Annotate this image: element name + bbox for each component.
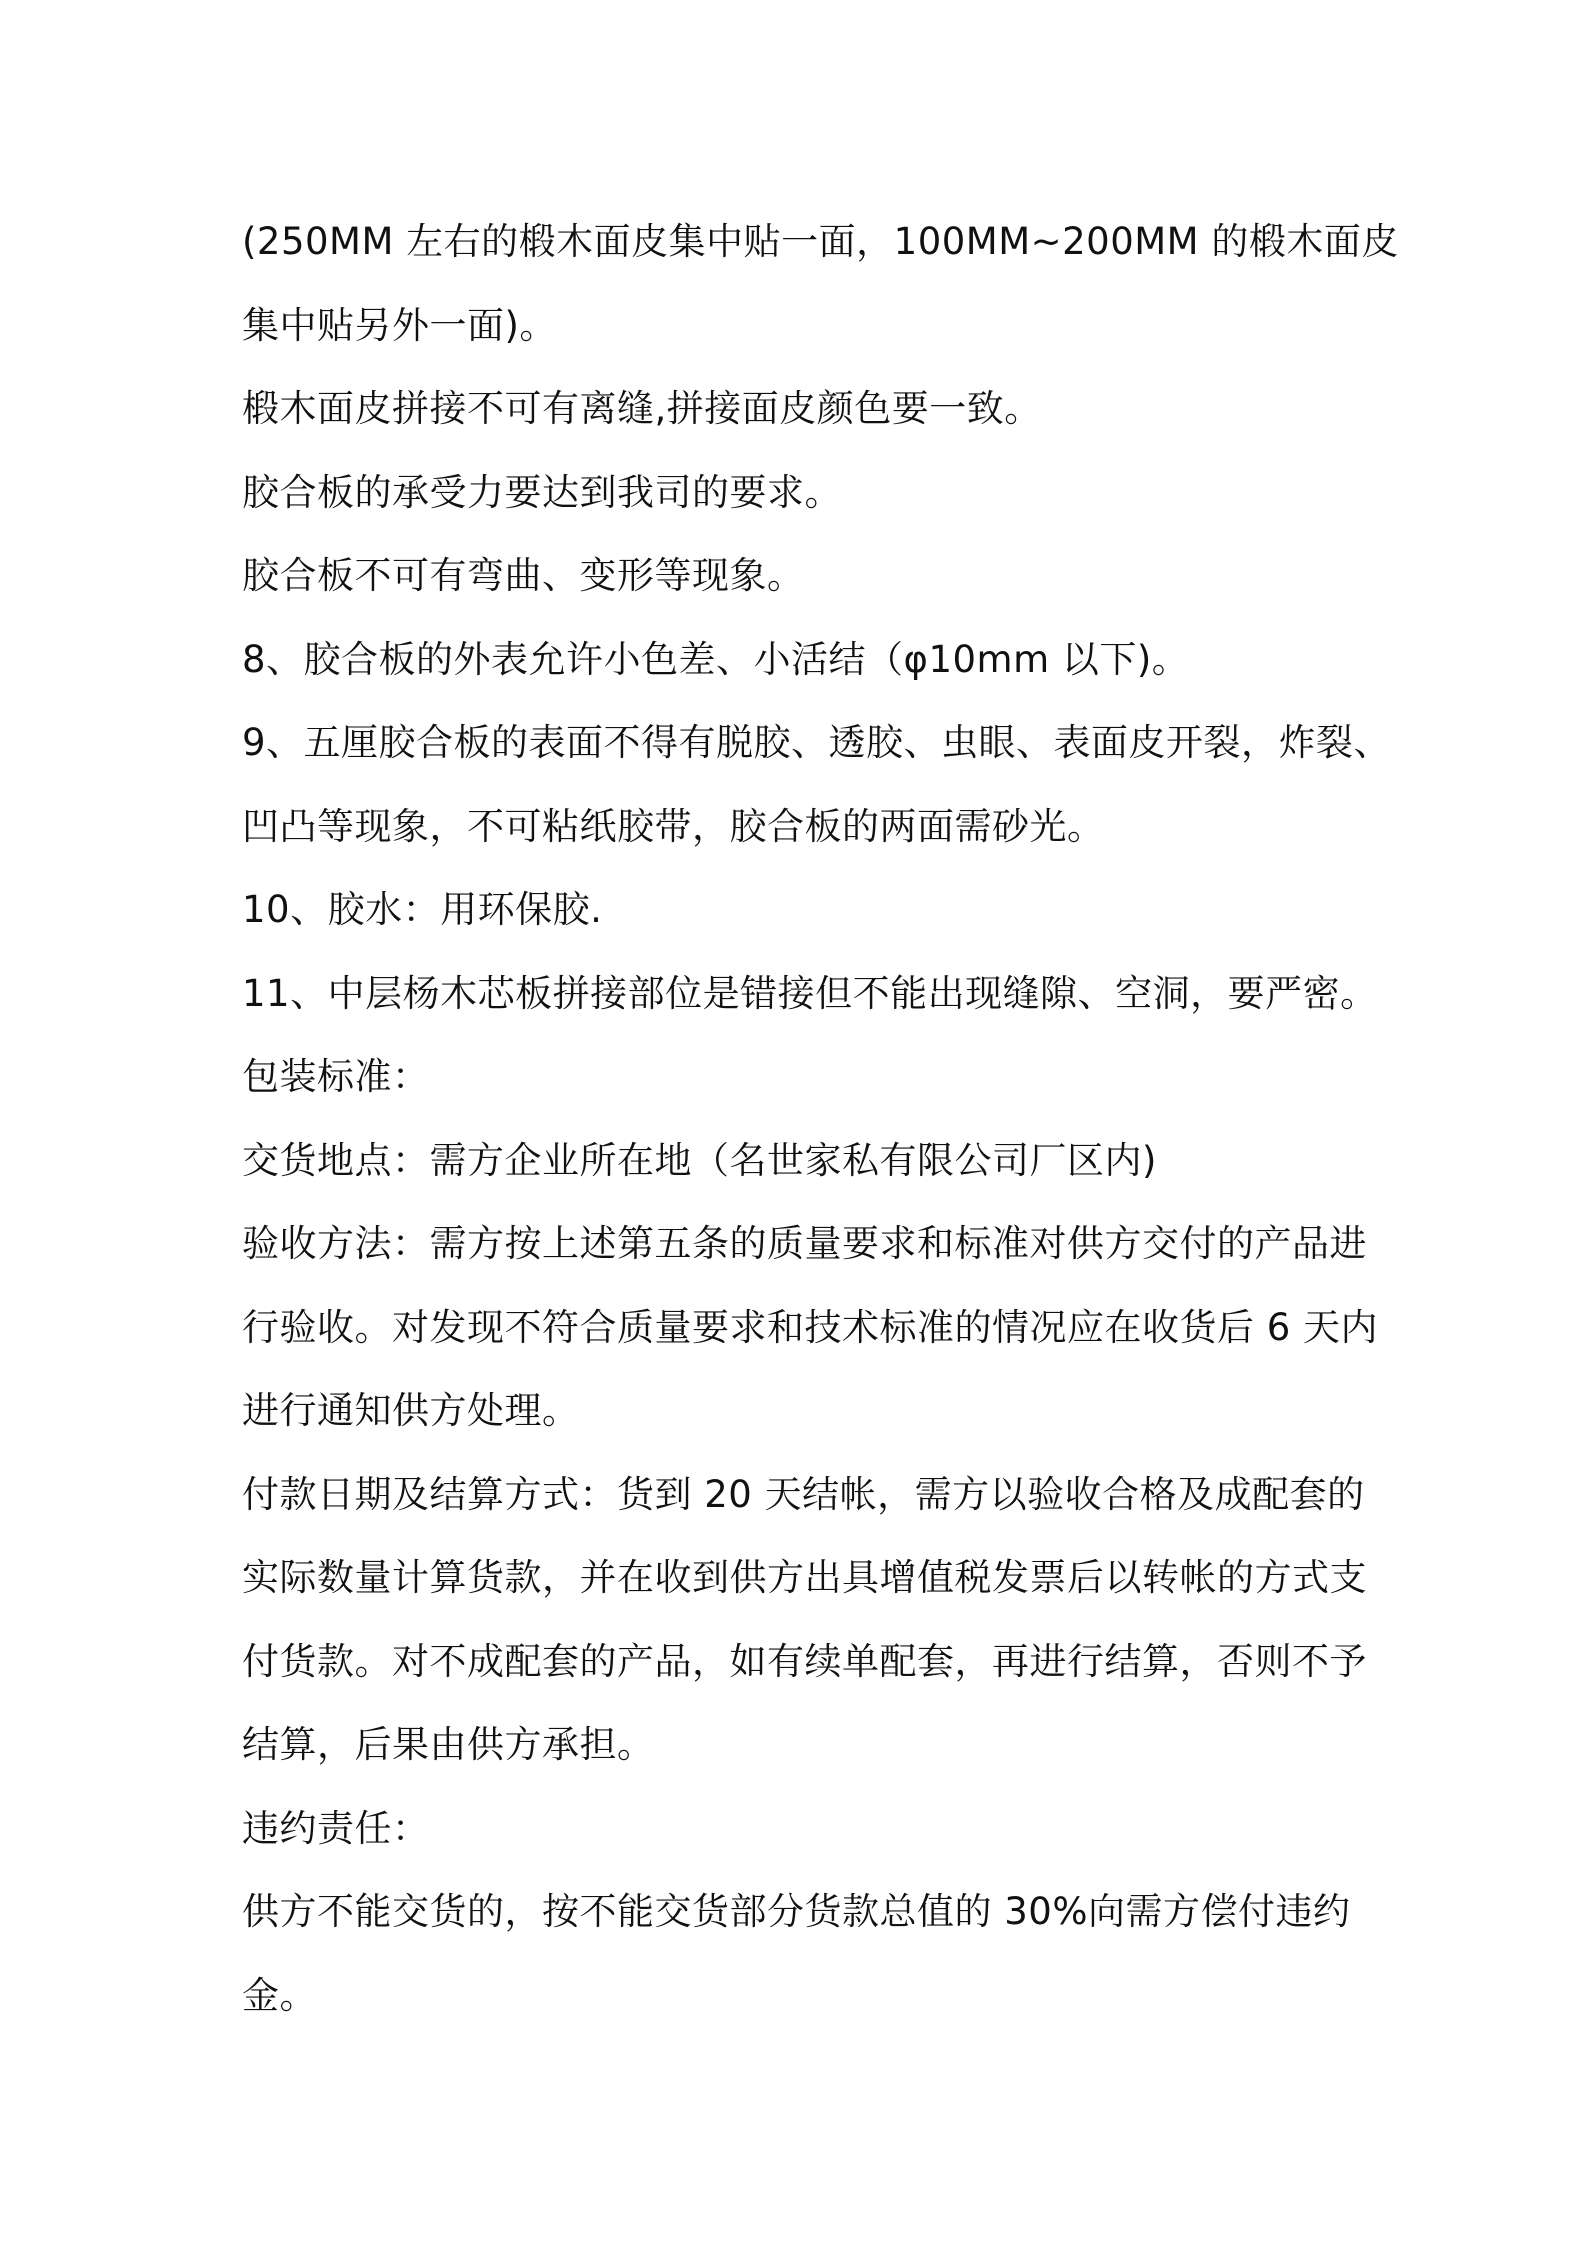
document-body: [242, 200, 1399, 2037]
text-line: 交货地点：需方企业所在地（名世家私有限公司厂区内): [242, 1138, 1157, 1182]
text-line: 8、胶合板的外表允许小色差、小活结（φ10mm 以下)。: [242, 637, 1190, 681]
section-heading: 包装标准：: [242, 1055, 430, 1098]
text-line: 10、胶水：用环保胶.: [242, 888, 603, 931]
text-line: 进行通知供方处理。: [242, 1389, 580, 1432]
text-line: 凹凸等现象，不可粘纸胶带，胶合板的两面需砂光。: [242, 804, 1105, 848]
text-line: 付货款。对不成配套的产品，如有续单配套，再进行结算，否则不予: [242, 1639, 1367, 1683]
text-line: 实际数量计算货款，并在收到供方出具增值税发票后以转帐的方式支: [242, 1556, 1367, 1599]
text-line: 椴木面皮拼接不可有离缝,拼接面皮颜色要一致。: [242, 387, 1042, 430]
text-line: 结算，后果由供方承担。: [242, 1723, 655, 1766]
section-heading: 违约责任：: [242, 1806, 430, 1850]
text-line: 付款日期及结算方式：货到 20 天结帐，需方以验收合格及成配套的: [242, 1472, 1365, 1516]
text-line: (250MM 左右的椴木面皮集中贴一面，100MM~200MM 的椴木面皮: [242, 220, 1399, 263]
text-line: 9、五厘胶合板的表面不得有脱胶、透胶、虫眼、表面皮开裂，炸裂、: [242, 721, 1392, 764]
text-line: 供方不能交货的，按不能交货部分货款总值的 30%向需方偿付违约: [242, 1890, 1351, 1933]
text-line: 11、中层杨木芯板拼接部位是错接但不能出现缝隙、空洞，要严密。: [242, 971, 1378, 1015]
text-line: 胶合板不可有弯曲、变形等现象。: [242, 554, 805, 597]
text-line: 验收方法：需方按上述第五条的质量要求和标准对供方交付的产品进: [242, 1222, 1367, 1265]
text-line: 金。: [242, 1973, 317, 2017]
text-line: 胶合板的承受力要达到我司的要求。: [242, 470, 842, 514]
text-line: 行验收。对发现不符合质量要求和技术标准的情况应在收货后 6 天内: [242, 1305, 1379, 1349]
text-line: 集中贴另外一面)。: [242, 303, 557, 347]
